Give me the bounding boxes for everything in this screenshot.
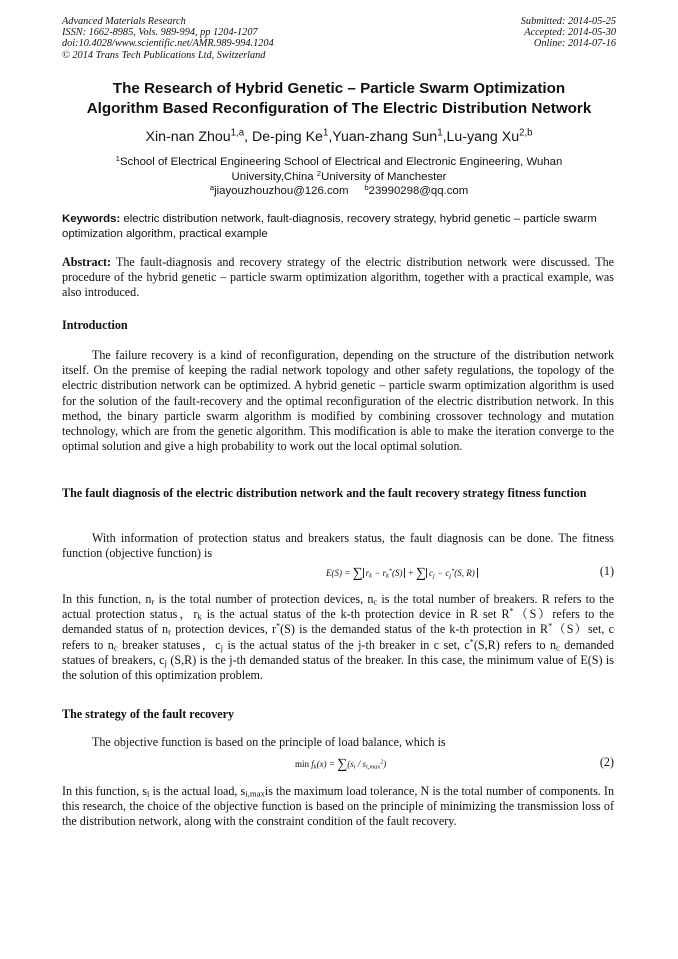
email-b: 23990298@qq.com xyxy=(368,185,469,197)
equation-1-number: (1) xyxy=(599,564,614,578)
author-affil-mark: 1 xyxy=(322,127,329,139)
journal-name: Advanced Materials Research xyxy=(62,16,186,27)
title-line-2: Algorithm Based Reconfiguration of The Electric Distribution Network xyxy=(86,100,592,117)
online-date: Online: 2014-07-16 xyxy=(533,38,616,50)
affiliation-line-2: University,China xyxy=(231,170,317,183)
section-heading-fault-diagnosis: The fault diagnosis of the electric distribution network and the fault recovery strategy fitness function xyxy=(62,486,587,500)
fault-recovery-explanation: In this function, $s_i$ is the actual load, $s_{i,max}is$ the maximum load tolerance, N is the total number of components. In this research, the choice of the objective function is based on the principle of minimizing the transmission loss of the distribution network, along with the constraint condition of the fault recovery. xyxy=(62,784,614,829)
fault-explanation-start: In this function, n xyxy=(62,592,152,606)
author-affil-mark: 1 xyxy=(437,127,443,139)
recovery-explanation-part-1: In this function, s xyxy=(62,784,147,798)
author-affil-mark: 1,a xyxy=(230,127,245,139)
abstract-text: The fault-diagnosis and recovery strategy of the electric distribution network were discussed. The procedure of the hybrid genetic – particle swarm optimization algorithm, together with a practical example, was also introduced. xyxy=(62,255,614,300)
introduction-text xyxy=(62,348,614,454)
author-name: Lu-yang Xu xyxy=(446,129,520,145)
affiliations: $^1$School of Electrical Engineering School of Electrical and Electronic Engineering, Wuhan University,China $^2$University of Manchester $^a$jiayouzhouzhou@126.com $^b$23990298@qq.com xyxy=(115,153,563,197)
affiliation-line-1: School of Electrical Engineering School of Electrical and Electronic Engineering, Wuhan xyxy=(119,156,563,168)
introduction-paragraph: The failure recovery is a kind of reconfiguration, depending on the structure of the distribution network itself. On the premise of keeping the radial network topology and other safety regulations, the topology of the electric distribution network can be optimized. A hybrid genetic – particle swarm optimization algorithm is used for the solution of the fault-recovery and the optimal reconfiguration of the electric distribution network. In this method, the binary particle swarm algorithm is modified by combining crossover technology and mutation technology, which are from the genetic algorithm. This modification is able to make the iteration converge to the optimal solution and give a high probability to work out the local optimal solution. xyxy=(62,348,614,454)
affiliation-2: University of Manchester xyxy=(321,170,447,183)
title-line-1: The Research of Hybrid Genetic – Particle Swarm Optimization xyxy=(112,80,566,97)
equation-2: $\min f_k(x) = \sum(s_i / s_{i,max}^2)$ xyxy=(295,757,387,772)
equation-2-number: (2) xyxy=(599,755,614,769)
journal-info xyxy=(62,16,274,61)
author-affil-mark: 2,b xyxy=(519,127,533,139)
fault-recovery-intro xyxy=(62,735,614,750)
author-name: Yuan-zhang Sun xyxy=(332,129,438,145)
submitted-date: Submitted: 2014-05-25 xyxy=(520,16,616,27)
equation-1: E(S) = ∑ $r_k - r_k^*(S)$ + ∑ $c_j - c_j^*(S$, R) xyxy=(326,566,478,582)
paper-title xyxy=(40,79,638,119)
submission-dates xyxy=(521,16,616,50)
section-heading-introduction: Introduction xyxy=(62,318,128,332)
keywords-text: electric distribution network, fault-diagnosis, recovery strategy, hybrid genetic – particle swarm optimization algorithm, practical example xyxy=(62,213,597,240)
fault-diagnosis-explanation: In this function, $n_r$ is the total number of protection devices, $n_c$ is the total number of breakers. R refers to the actual protection status，$r_k$ is the actual status of the k-th protection device in R set R*（S）refers to the demanded status of $n_r$ protection devices, r*(S) is the demanded status of the k-th protection in R*（S）set, c refers to $n_c$ breaker statuses，$c_j$ is the actual status of the j-th breaker in c set, c*(S,R) refers to $n_c$ demanded statues of breakers, $c_j$ (S,R) is the j-th demanded status of the breaker. In this case, the minimum value of E(S) is the solution of this optimization problem. xyxy=(62,592,615,683)
author-list: Xin-nan Zhou$^{1,a}$, De-ping Ke$^1$,Yuan-zhang Sun$^1$,Lu-yang Xu$^{2,b}$ xyxy=(145,127,533,145)
abstract xyxy=(62,255,614,301)
fault-recovery-paragraph: The objective function is based on the principle of load balance, which is xyxy=(92,735,446,749)
recovery-explanation-part-2: is the actual load, s xyxy=(149,784,246,798)
fault-diagnosis-intro xyxy=(62,531,614,561)
copyright-line: © 2014 Trans Tech Publications Ltd, Switzerland xyxy=(62,49,266,61)
fault-diagnosis-paragraph: With information of protection status and breakers status, the fault diagnosis can be done. The fitness function (objective function) is xyxy=(62,531,614,561)
keywords-label: Keywords: xyxy=(62,213,121,225)
author-name: De-ping Ke xyxy=(251,129,323,145)
recovery-explanation-part-3: is the maximum load tolerance, N is the total number of components. In this research, the choice of the objective function is based on the principle of minimizing the transmission loss of the distribution network, along with the constraint condition of the fault recovery. xyxy=(62,784,614,829)
accepted-date: Accepted: 2014-05-30 xyxy=(524,27,616,39)
author-name: Xin-nan Zhou xyxy=(145,129,231,145)
keywords xyxy=(62,212,614,241)
abstract-label: Abstract: xyxy=(62,255,112,269)
section-heading-fault-recovery: The strategy of the fault recovery xyxy=(62,707,235,721)
issn-line: ISSN: 1662-8985, Vols. 989-994, pp 1204-1207 xyxy=(62,27,258,39)
doi-line: doi:10.4028/www.scientific.net/AMR.989-994.1204 xyxy=(62,38,274,50)
email-a: jiayouzhouzhou@126.com xyxy=(214,185,349,197)
